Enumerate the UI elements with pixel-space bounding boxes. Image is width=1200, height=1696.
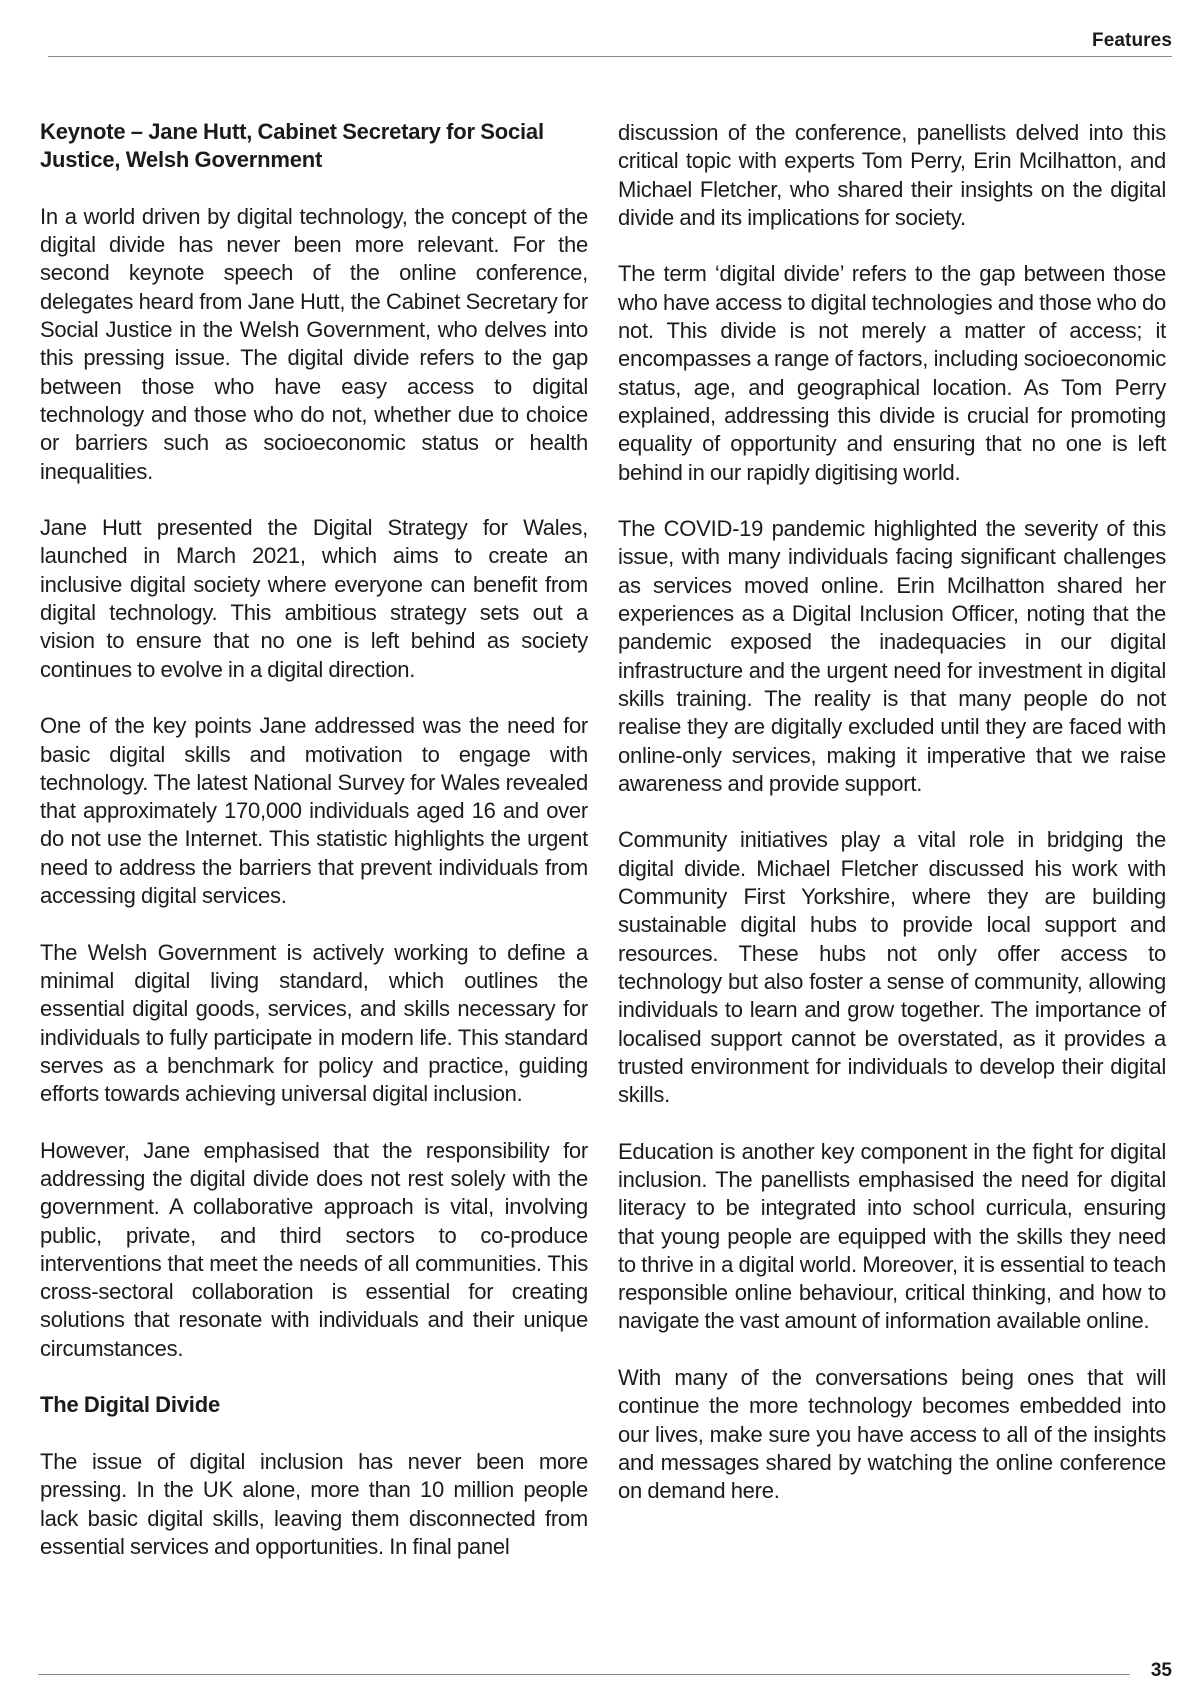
digital-divide-heading: The Digital Divide xyxy=(40,1392,220,1418)
section-label: Features xyxy=(1091,30,1172,51)
paragraph: One of the key points Jane addressed was the need for basic digital skills and motivation to engage with technology. The latest National Survey for Wales revealed that approximately 170,000 individuals aged 16 and over do not use the Internet. This statistic highlights the urgent need to address the barriers that prevent individuals from accessing digital services. xyxy=(40,713,588,909)
paragraph: With many of the conversations being ones that will continue the more technology becomes embedded into our lives, make sure you have access to all of the insights and messages shared by watching the online conference on demand here. xyxy=(618,1365,1166,1504)
paragraph: The COVID-19 pandemic highlighted the severity of this issue, with many individuals facing significant challenges as services moved online. Erin Mcilhatton shared her experiences as a Digital Inclusion Officer, noting that the pandemic exposed the inadequacies in our digital infrastructure and the urgent need for investment in digital skills training. The reality is that many people do not realise they are digitally excluded until they are faced with online-only services, making it imperative that we raise awareness and provide support. xyxy=(618,516,1166,796)
paragraph: However, Jane emphasised that the responsibility for addressing the digital divide does not rest solely with the government. A collaborative approach is vital, involving public, private, and third sectors to co-produce interventions that meet the needs of all communities. This cross-sectoral collaboration is essential for creating solutions that resonate with individuals and their unique circumstances. xyxy=(40,1137,588,1361)
paragraph: In a world driven by digital technology, the concept of the digital divide has never been more relevant. For the second keynote speech of the online conference, delegates heard from Jane Hutt, the Cabinet Secretary for Social Justice in the Welsh Government, who delves into this pressing issue. The digital divide refers to the gap between those who have easy access to digital technology and those who do not, whether due to choice or barriers such as socioeconomic status or health inequalities. xyxy=(40,203,588,484)
paragraph: Education is another key component in the fight for digital inclusion. The panellists emphasised the need for digital literacy to be integrated into school curricula, ensuring that young people are equipped with the skills they need to thrive in a digital world. Moreover, it is essential to teach responsible online behaviour, critical thinking, and how to navigate the vast amount of information available online. xyxy=(618,1138,1166,1334)
paragraph: Community initiatives play a vital role in bridging the digital divide. Michael Fletcher discussed his work with Community First Yorkshire, where they are building sustainable digital hubs to provide local support and resources. These hubs not only offer access to technology but also foster a sense of community, allowing individuals to learn and grow together. The importance of localised support cannot be overstated, as it provides a trusted environment for individuals to develop their digital skills. xyxy=(618,827,1166,1108)
paragraph: Jane Hutt presented the Digital Strategy for Wales, launched in March 2021, which aims to create an inclusive digital society where everyone can benefit from digital technology. This ambitious strategy sets out a vision to ensure that no one is left behind as society continues to evolve in a digital direction. xyxy=(40,515,588,682)
page-number: 35 xyxy=(1150,1660,1172,1681)
paragraph: The Welsh Government is actively working to define a minimal digital living standard, which outlines the essential digital goods, services, and skills necessary for individuals to fully participate in modern life. This standard serves as a benchmark for policy and practice, guiding efforts towards achieving universal digital inclusion. xyxy=(40,939,588,1107)
left-column xyxy=(40,118,588,1589)
paragraph: The issue of digital inclusion has never been more pressing. In the UK alone, more than 10 million people lack basic digital skills, leaving them disconnected from essential services and opportunities. In final panel xyxy=(40,1448,588,1559)
keynote-heading: Keynote – Jane Hutt, Cabinet Secretary for Social Justice, Welsh Government xyxy=(40,119,544,173)
paragraph: discussion of the conference, panellists delved into this critical topic with experts Tom Perry, Erin Mcilhatton, and Michael Fletcher, who shared their insights on the digital divide and its implications for society. xyxy=(618,120,1166,230)
footer-divider xyxy=(38,1674,1130,1675)
paragraph: The term ‘digital divide’ refers to the gap between those who have access to digital technologies and those who do not. This divide is not merely a matter of access; it encompasses a range of factors, including socioeconomic status, age, and geographical location. As Tom Perry explained, addressing this divide is crucial for promoting equality of opportunity and ensuring that no one is left behind in our rapidly digitising world. xyxy=(618,261,1166,485)
right-column xyxy=(618,119,1166,1534)
header-divider xyxy=(48,56,1172,57)
